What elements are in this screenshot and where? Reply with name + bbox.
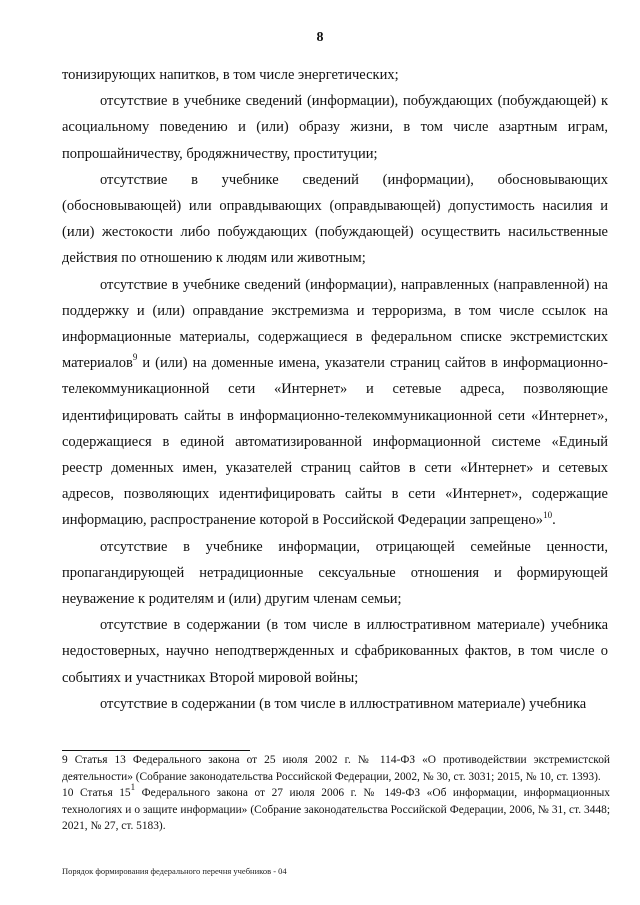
paragraph-text: отсутствие в учебнике сведений (информации), направленных (направленной) на поддержку и (или) оправдание экстремизма и терроризма, в том числе ссылок на информационные материалы, содержащиеся в федеральном списке экстремистских материалов [62, 276, 608, 372]
footnote-divider [62, 750, 250, 751]
footnote-10-lead: 10 Статья 15 [62, 787, 131, 800]
paragraph: отсутствие в содержании (в том числе в иллюстративном материале) учебника недостоверных, научно неподтвержденных и сфабрикованных фактов, в том числе о событиях и участниках Второй мировой войны; [62, 617, 608, 686]
paragraph-with-footnotes [62, 272, 608, 534]
paragraph-end: . [552, 512, 556, 529]
footnote-10 [62, 782, 610, 835]
footnote-10-text: Федерального закона от 27 июля 2006 г. № 149-ФЗ «Об информации, информационных технологиях и о защите информации» (Собрание законодательства Российской Федерации, 2006, № 31, ст. 3448; 2021, № 27, ст. 5183). [62, 787, 610, 833]
paragraph: отсутствие в учебнике сведений (информации), побуждающих (побуждающей) к асоциальному поведению и (или) образу жизни, в том числе азартным играм, попрошайничеству, бродяжничеству, проституции; [62, 93, 608, 162]
footnote-9: 9 Статья 13 Федерального закона от 25 июля 2002 г. № 114-ФЗ «О противодействии экстремистской деятельности» (Собрание законодательства Российской Федерации, 2002, № 30, ст. 3031; 2015, № 10, ст. 1393). [62, 754, 610, 783]
footnote-ref-9[interactable]: 9 [132, 352, 138, 363]
paragraph: отсутствие в учебнике информации, отрицающей семейные ценности, пропагандирующей нетрадиционные сексуальные отношения и формирующей неуважение к родителям и (или) другим членам семьи; [62, 538, 608, 608]
page-footer: Порядок формирования федерального перечня учебников - 04 [62, 866, 287, 876]
paragraph: отсутствие в содержании (в том числе в иллюстративном материале) учебника [100, 695, 587, 712]
paragraph: отсутствие в учебнике сведений (информации), обосновывающих (обосновывающей) или оправдывающих (оправдывающей) допустимость насилия и (или) жестокости либо побуждающих (побуждающей) осуществить насильственные действия по отношению к людям или животным; [62, 171, 608, 267]
footnote-10-sup: 1 [130, 782, 136, 793]
footnotes [62, 752, 610, 835]
footnote-ref-10[interactable]: 10 [543, 509, 553, 520]
paragraph: тонизирующих напитков, в том числе энергетических; [62, 67, 399, 83]
paragraph-text-continued: и (или) на доменные имена, указатели страниц сайтов в информационно-телекоммуникационной сети «Интернет» и сетевые адреса, позволяющие идентифицировать сайты в информационно-телекоммуникационной сети «Интернет», содержащиеся в единой автоматизированной информационной системе «Единый реестр доменных имен, указателей страниц сайтов в сети «Интернет» и сетевых адресов, позволяющих идентифицировать сайты в сети «Интернет», содержащие информацию, распространение которой в Российской Федерации запрещено» [62, 355, 608, 529]
page-number: 8 [316, 30, 324, 45]
document-body [62, 62, 608, 717]
